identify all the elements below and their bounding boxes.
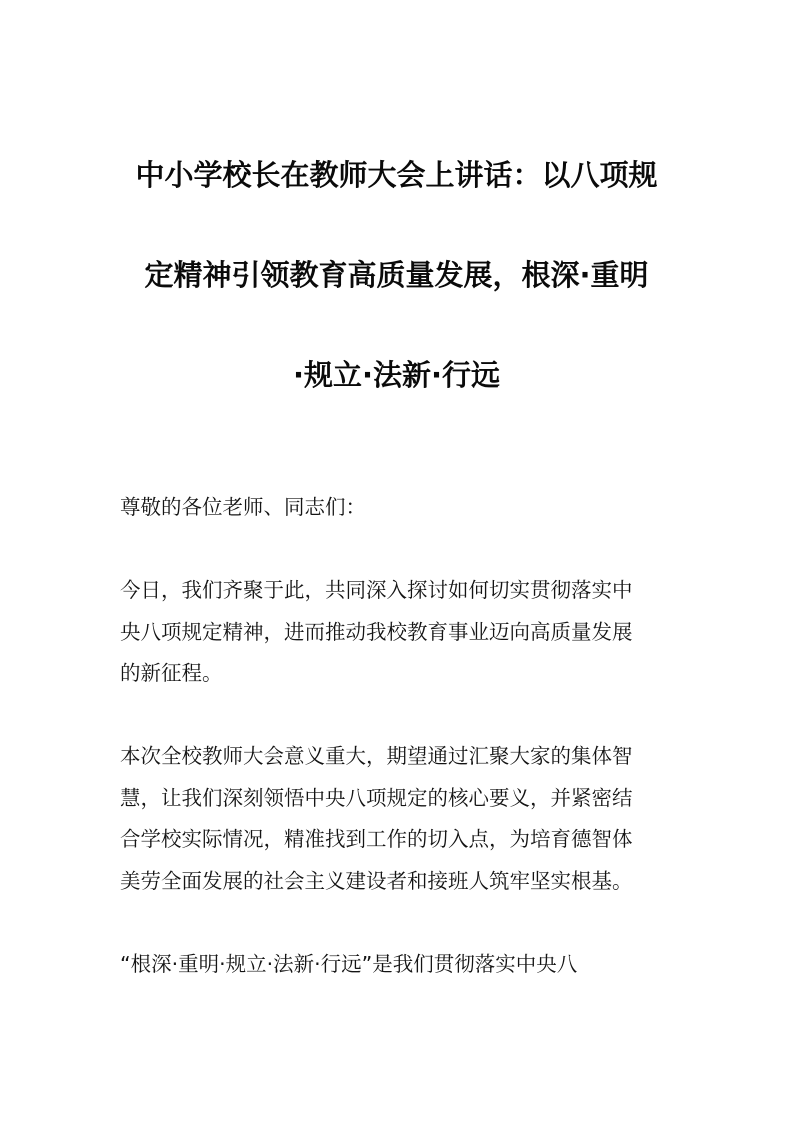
paragraph-line: 慧，让我们深刻领悟中央八项规定的核心要义，并紧密结 <box>120 785 633 810</box>
body-paragraph-1 <box>120 570 676 695</box>
body-paragraph-3 <box>120 944 676 986</box>
title-line: ·规立·法新·行远 <box>292 358 501 392</box>
title-line: 定精神引领教育高质量发展，根深·重明 <box>144 258 649 292</box>
paragraph-line: “根深·重明·规立·法新·行远”是我们贯彻落实中央八 <box>120 952 578 976</box>
paragraph-line: 的新征程。 <box>120 661 223 685</box>
title-line: 中小学校长在教师大会上讲话：以八项规 <box>135 158 658 192</box>
greeting-paragraph <box>120 487 676 529</box>
body-paragraph-2 <box>120 736 676 902</box>
paragraph-line: 今日，我们齐聚于此，共同深入探讨如何切实贯彻落实中 <box>120 578 633 602</box>
paragraph-line: 本次全校教师大会意义重大，期望通过汇聚大家的集体智 <box>120 744 633 768</box>
greeting-text: 尊敬的各位老师、同志们： <box>120 495 366 519</box>
paragraph-line: 央八项规定精神，进而推动我校教育事业迈向高质量发展 <box>120 619 633 644</box>
paragraph-line: 合学校实际情况，精准找到工作的切入点，为培育德智体 <box>120 827 633 851</box>
document-title <box>100 125 693 425</box>
paragraph-line: 美劳全面发展的社会主义建设者和接班人筑牢坚实根基。 <box>120 868 633 893</box>
